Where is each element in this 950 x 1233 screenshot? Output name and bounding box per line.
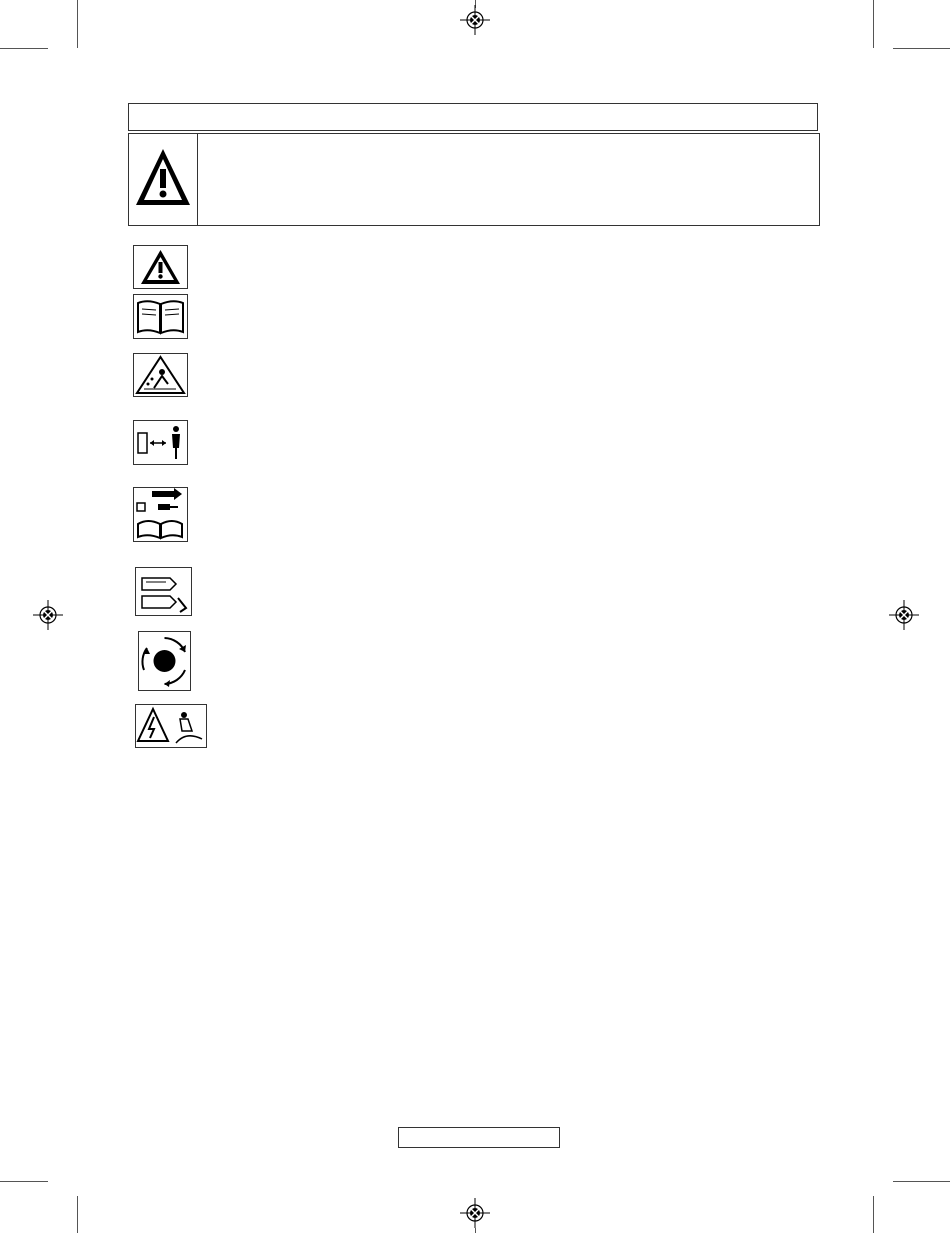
cable-hazard-icon bbox=[136, 705, 206, 747]
symbol-box bbox=[133, 487, 188, 542]
symbol-box bbox=[133, 294, 188, 339]
open-manual-icon bbox=[134, 295, 187, 338]
crop-mark bbox=[873, 0, 874, 48]
registration-mark-icon bbox=[889, 600, 919, 630]
warning-box bbox=[128, 133, 820, 226]
page-title bbox=[128, 103, 818, 131]
page-footer bbox=[398, 1127, 560, 1148]
crop-mark bbox=[873, 1196, 874, 1233]
symbol-box bbox=[135, 704, 207, 748]
warning-icon-cell bbox=[128, 133, 198, 226]
crop-mark bbox=[893, 48, 950, 49]
crop-mark bbox=[893, 1181, 950, 1182]
symbol-box bbox=[133, 245, 188, 289]
crop-mark bbox=[77, 0, 78, 48]
symbol-box bbox=[138, 631, 191, 691]
crop-mark bbox=[0, 1181, 48, 1182]
registration-mark-icon bbox=[33, 600, 63, 630]
crop-mark bbox=[0, 48, 48, 49]
hand-cut-icon bbox=[136, 568, 191, 615]
registration-mark-icon bbox=[460, 1198, 490, 1228]
symbol-box bbox=[133, 353, 188, 397]
unplug-icon bbox=[134, 488, 187, 541]
warning-triangle-icon bbox=[134, 246, 187, 288]
crop-mark bbox=[77, 1196, 78, 1233]
registration-mark-icon bbox=[460, 5, 490, 35]
bystander-distance-icon bbox=[134, 421, 187, 464]
warning-triangle-icon bbox=[134, 147, 192, 209]
symbol-box bbox=[135, 567, 192, 616]
thrown-object-icon bbox=[134, 354, 187, 396]
rotating-blade-icon bbox=[139, 632, 190, 690]
symbol-box bbox=[133, 420, 188, 465]
crop-mark bbox=[475, 1228, 476, 1233]
